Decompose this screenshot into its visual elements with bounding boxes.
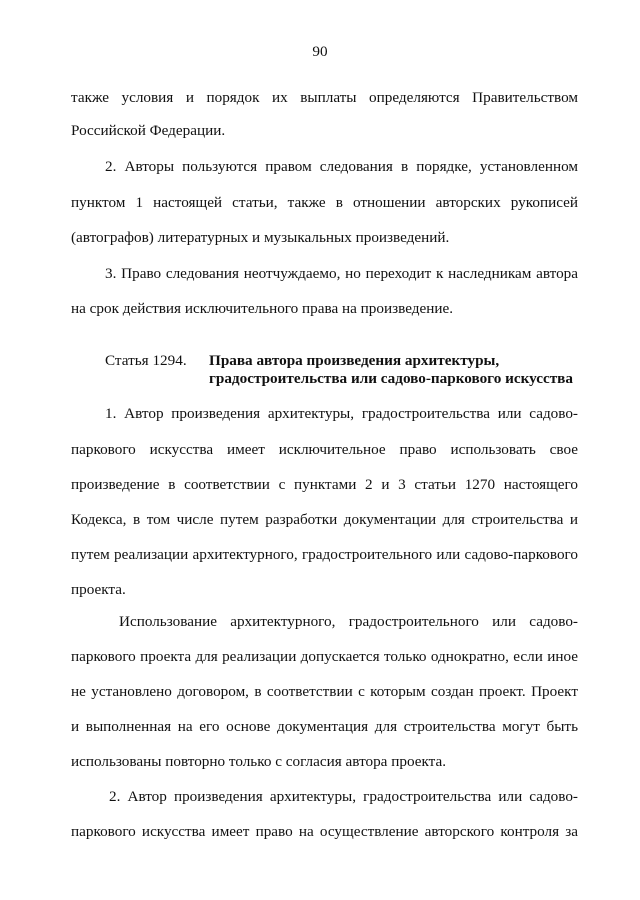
text-line: 2. Автор произведения архитектуры, градостроительства или садово-	[109, 788, 578, 805]
text-line: путем реализации архитектурного, градостроительного или садово-паркового	[71, 546, 578, 563]
text-line: также условия и порядок их выплаты определяются Правительством	[71, 89, 578, 106]
text-line: пунктом 1 настоящей статьи, также в отношении авторских рукописей	[71, 194, 578, 211]
text-line: не установлено договором, в соответствии с которым создан проект. Проект	[71, 683, 578, 700]
text-line: произведение в соответствии с пунктами 2 и 3 статьи 1270 настоящего	[71, 476, 578, 493]
article-title-line-1: Права автора произведения архитектуры,	[209, 352, 500, 369]
text-line: Кодекса, в том числе путем разработки документации для строительства и	[71, 511, 578, 528]
text-line: (автографов) литературных и музыкальных произведений.	[71, 229, 450, 246]
text-line: паркового искусства имеет исключительное право использовать свое	[71, 441, 578, 458]
text-line: проекта.	[71, 581, 126, 598]
text-line: Российской Федерации.	[71, 122, 226, 139]
text-line: Использование архитектурного, градостроительного или садово-	[119, 613, 578, 630]
text-line: использованы повторно только с согласия автора проекта.	[71, 753, 447, 770]
article-label: Статья 1294.	[105, 352, 187, 369]
page-number: 90	[312, 43, 328, 60]
text-line: 1. Автор произведения архитектуры, градостроительства или садово-	[105, 405, 578, 422]
text-line: и выполненная на его основе документация для строительства могут быть	[71, 718, 578, 735]
text-line: на срок действия исключительного права на произведение.	[71, 300, 453, 317]
text-line: паркового искусства имеет право на осуществление авторского контроля за	[71, 823, 578, 840]
text-line: 2. Авторы пользуются правом следования в порядке, установленном	[105, 158, 578, 175]
text-line: 3. Право следования неотчуждаемо, но переходит к наследникам автора	[105, 265, 578, 282]
text-line: паркового проекта для реализации допускается только однократно, если иное	[71, 648, 578, 665]
article-title-line-2: градостроительства или садово-паркового искусства	[209, 370, 573, 387]
